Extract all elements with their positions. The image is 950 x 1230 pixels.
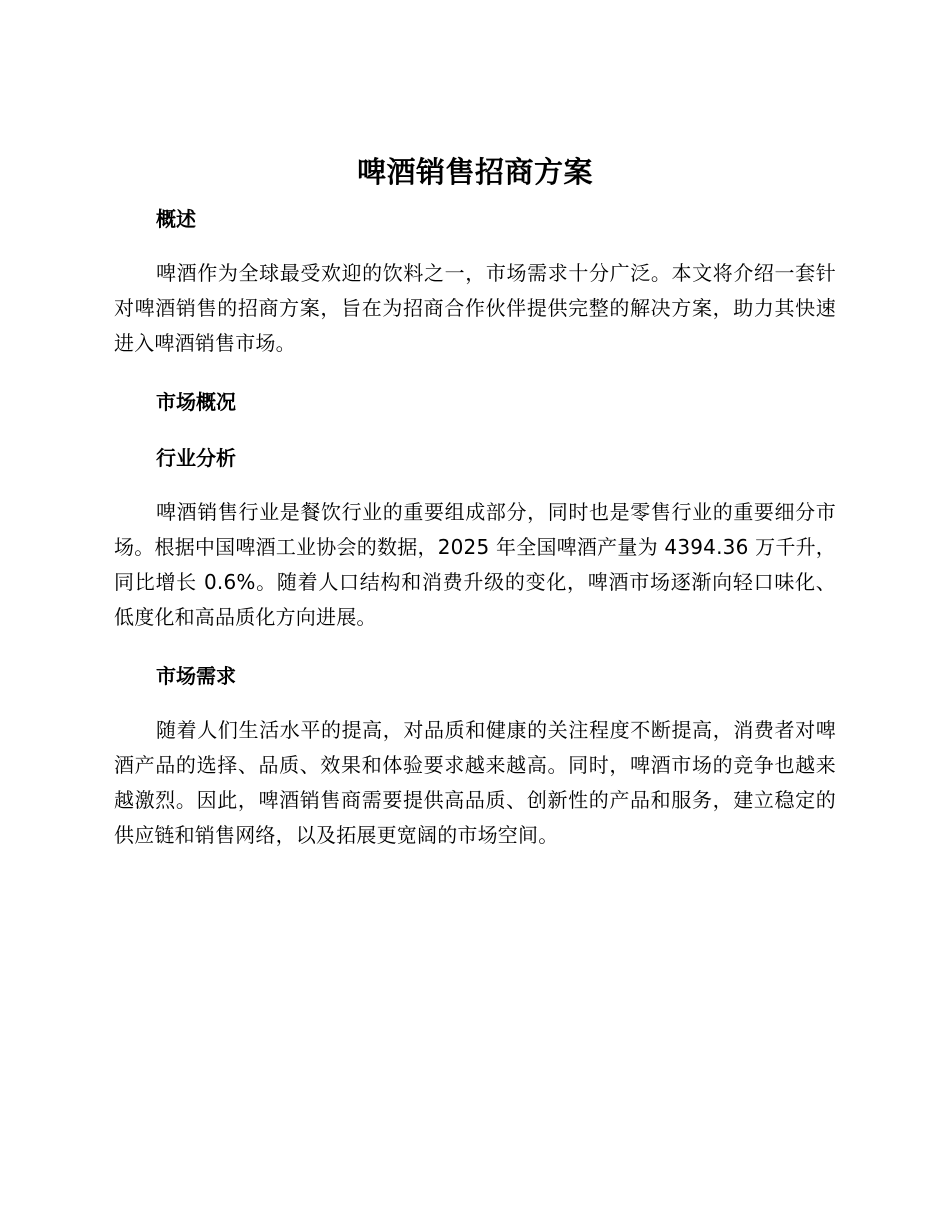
document-title: 啤酒销售招商方案 — [356, 155, 593, 189]
section-paragraph-market-demand: 随着人们生活水平的提高，对品质和健康的关注程度不断提高，消费者对啤酒产品的选择、品质、效果和体验要求越来越高。同时，啤酒市场的竞争也越来越激烈。因此，啤酒销售商需要提供高品质、创新性的产品和服务，建立稳定的供应链和销售网络，以及拓展更宽阔的市场空间。 — [114, 718, 836, 847]
section-heading-market-overview: 市场概况 — [156, 390, 236, 414]
section-paragraph-overview: 啤酒作为全球最受欢迎的饮料之一，市场需求十分广泛。本文将介绍一套针对啤酒销售的招商方案，旨在为招商合作伙伴提供完整的解决方案，助力其快速进入啤酒销售市场。 — [114, 261, 836, 355]
section-paragraph-industry-analysis: 啤酒销售行业是餐饮行业的重要组成部分，同时也是零售行业的重要细分市场。根据中国啤酒工业协会的数据，2025 年全国啤酒产量为 4394.36 万千升，同比增长 0.6%。随着人口结构和消费升级的变化，啤酒市场逐渐向轻口味化、低度化和高品质化方向进展。 — [114, 500, 836, 629]
section-heading-overview: 概述 — [156, 207, 196, 231]
section-heading-market-demand: 市场需求 — [156, 664, 236, 688]
section-heading-industry-analysis: 行业分析 — [156, 446, 236, 470]
document-page — [114, 150, 836, 853]
